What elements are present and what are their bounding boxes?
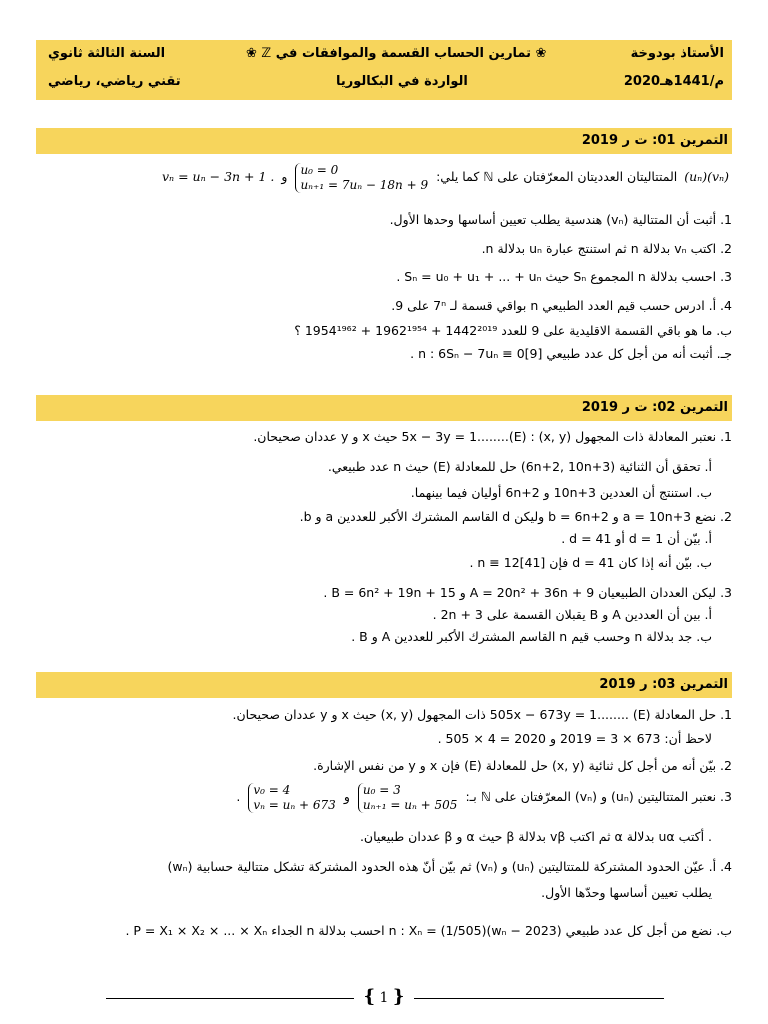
ex2-question-3a: أ. بين أن العددين A و B يقبلان القسمة على 2n + 3 .	[432, 607, 712, 622]
ex3-question-2: 2. بيّن أنه من أجل كل ثنائية (x, y) حل للمعادلة (E) فإن x و y من نفس الإشارة.	[313, 758, 732, 773]
exercise-2-title-bar	[36, 395, 732, 421]
class-level: السنة الثالثة ثانوي	[48, 46, 166, 61]
v-definition: vₙ = uₙ − 3n + 1 .	[162, 169, 275, 184]
ex3-question-1: 1. حل المعادلة (E) ........505x − 673y = 1 ذات المجهول (x, y) حيث x و y عددان صحيحان.	[232, 707, 732, 722]
exercise-1-intro	[36, 160, 732, 198]
ex3-question-4b: ب. نضع من أجل كل عدد طبيعي n : Xₙ = (1/505)(wₙ − 2023) احسب بدلالة n الجداء P = X₁ × X₂ × ... × Xₙ .	[125, 923, 732, 938]
ex2-question-1b: ب. استنتج أن العددين 10n+3 و 6n+2 أوليان فيما بينهما.	[410, 485, 712, 500]
page-number: 1	[379, 990, 389, 1006]
intro-text: المتتاليتان العدديتان المعرّفتان على ℕ كما يلي:	[436, 169, 678, 184]
ex3-question-1-note: لاحظ أن: 673 × 3 = 2019 و 2020 = 4 × 505 .	[437, 731, 712, 746]
ex2-question-3: 3. ليكن العددان الطبيعيان A = 20n² + 36n + 9 و B = 6n² + 19n + 15 .	[323, 585, 732, 600]
ex1-question-2: 2. اكتب vₙ بدلالة n ثم استنتج عبارة uₙ بدلالة n.	[481, 241, 732, 256]
ex3-question-4a: 4. أ. عيّن الحدود المشتركة للمتتاليتين (uₙ) و (vₙ) ثم بيّن أنّ هذه الحدود المشتركة تشكل متتالية حسابية (wₙ)	[167, 859, 732, 874]
document-subtitle: الواردة في البكالوريا	[336, 74, 468, 89]
u-system-line-1: u₀ = 3	[362, 782, 401, 797]
ex2-question-2b: ب. بيّن أنه إذا كان d = 41 فإن n ≡ 12[41] .	[469, 555, 712, 570]
page-number-box: { 1 }	[363, 986, 405, 1007]
ex1-question-1: 1. أثبت أن المتتالية (vₙ) هندسية يطلب تعيين أساسها وحدها الأول.	[389, 212, 732, 227]
ex3-question-3	[36, 780, 732, 820]
school-year: 2020م/1441هـ	[623, 74, 724, 89]
exercise-1-title: التمرين 01: ت ر 2019	[581, 133, 728, 148]
exercise-1-title-bar	[36, 128, 732, 154]
recurrence-system	[295, 163, 428, 193]
exercise-3-title-bar	[36, 672, 732, 698]
ex3-q3-text: 3. نعتبر المتتاليتين (uₙ) و (vₙ) المعرّفتان على ℕ بـ:	[465, 789, 732, 804]
ex2-question-1: 1. نعتبر المعادلة ذات المجهول (x, y) : 5x − 3y = 1........(E) حيث x و y عددان صحيحان.	[253, 429, 732, 444]
exercise-3-title: التمرين 03: ر 2019	[599, 677, 728, 692]
ex2-question-1a: أ. تحقق أن الثنائية (6n+2, 10n+3) حل للمعادلة (E) حيث n عدد طبيعي.	[327, 459, 712, 474]
and-word: و	[281, 169, 288, 184]
author-name: الأستاذ بودوخة	[630, 46, 724, 61]
v-system-line-2: vₙ = uₙ + 673	[253, 797, 336, 812]
and-word-2: و	[343, 789, 350, 804]
ex2-question-3b: ب. جد بدلالة n وحسب قيم n القاسم المشترك الأكبر للعددين A و B .	[351, 629, 712, 644]
u-system-line-2: uₙ₊₁ = uₙ + 505	[362, 797, 458, 812]
document-title: ❀ تمارين الحساب القسمة والموافقات في ℤ ❀	[246, 46, 547, 61]
footer-line-right	[414, 998, 664, 999]
exercise-2-title: التمرين 02: ت ر 2019	[581, 400, 728, 415]
ex2-question-2: 2. نضع a = 10n+3 و b = 6n+2 وليكن d القاسم المشترك الأكبر للعددين a و b.	[299, 509, 732, 524]
ex3-question-3a: . أكتب uα بدلالة α ثم اكتب vβ بدلالة β حيث α و β عددان طبيعيان.	[359, 829, 712, 844]
u-recurrence-system	[358, 783, 458, 813]
ex3-question-4a-continued: يطلب تعيين أساسها وحدّها الأول.	[541, 885, 712, 900]
period: .	[236, 789, 241, 804]
v-definition-system	[248, 783, 336, 813]
header-band	[36, 40, 732, 100]
system-line-1: u₀ = 0	[300, 162, 339, 177]
ex1-question-4a: 4. أ. ادرس حسب قيم العدد الطبيعي n بواقي قسمة لـ 7ⁿ على 9.	[391, 298, 732, 313]
ex1-question-3: 3. احسب بدلالة n المجموع Sₙ حيث Sₙ = u₀ + u₁ + ... + uₙ .	[396, 269, 732, 284]
system-line-2: uₙ₊₁ = 7uₙ − 18n + 9	[300, 177, 429, 192]
ex1-question-4b: ب. ما هو باقي القسمة الاقليدية على 9 للعدد 1442²⁰¹⁹ + 1962¹⁹⁵⁴ + 1954¹⁹⁶² ؟	[294, 323, 732, 338]
ex2-question-2a: أ. بيّن أن d = 1 أو d = 41 .	[561, 531, 712, 546]
ex1-question-4c: جـ. أثبت أنه من أجل كل عدد طبيعي n : 6Sₙ − 7uₙ ≡ 0[9] .	[410, 346, 732, 361]
sequence-names: (uₙ)(vₙ)	[684, 169, 729, 184]
footer-line-left	[106, 998, 354, 999]
v-system-line-1: v₀ = 4	[253, 782, 291, 797]
class-stream: تقني رياضي، رياضي	[48, 74, 181, 89]
